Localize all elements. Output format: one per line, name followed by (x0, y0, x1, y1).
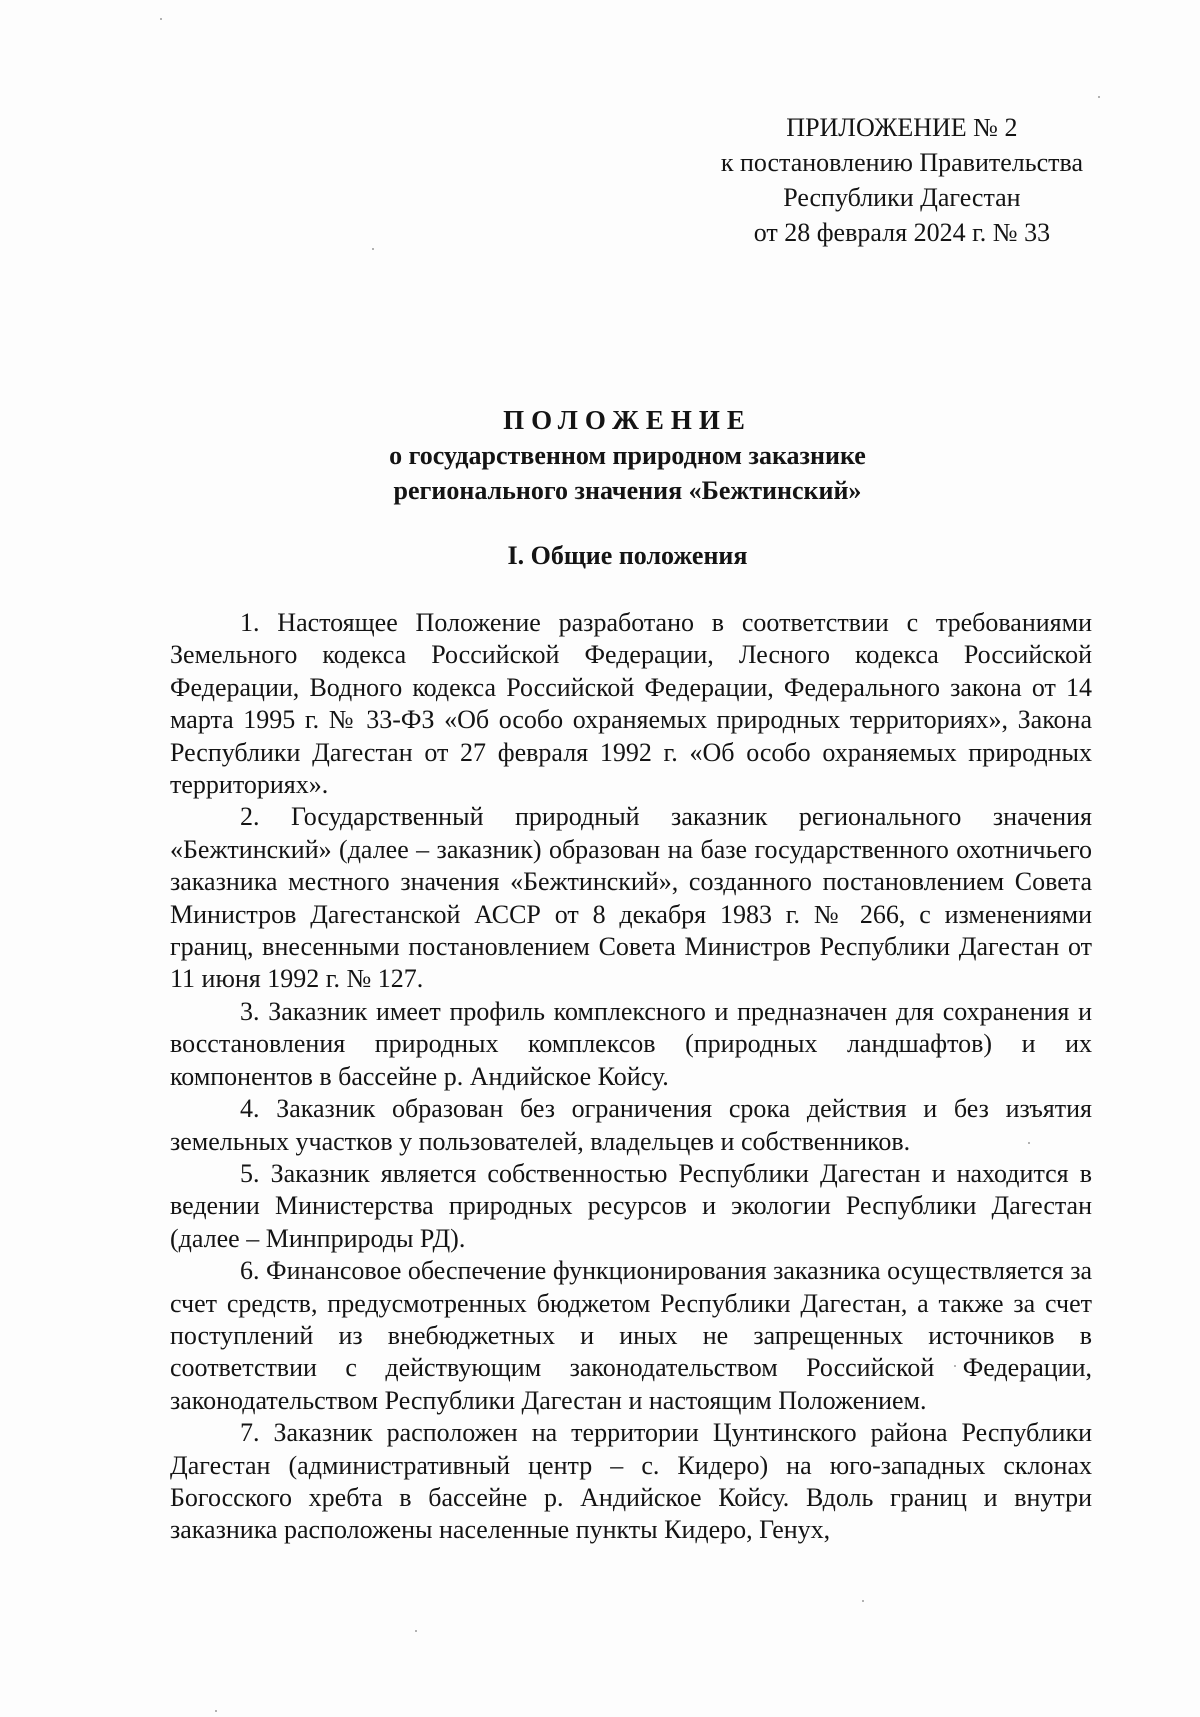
section-heading: I. Общие положения (507, 541, 748, 570)
paragraph-6: 6. Финансовое обеспечение функционирования заказника осуществляется за счет средств, предусмотренных бюджетом Республики Дагестан, а также за счет поступлений из внебюджетных и иных не запрещенных источников в соответствии с действующим законодательством Российской Федерации, законодательством Республики Дагестан и настоящим Положением. (170, 1256, 1092, 1415)
title-main: ПОЛОЖЕНИЕ (503, 405, 752, 435)
paragraph-2: 2. Государственный природный заказник регионального значения «Бежтинский» (далее – заказник) образован на базе государственного охотничьего заказника местного значения «Бежтинский», созданного постановлением Совета Министров Дагестанской АССР от 8 декабря 1983 г. № 266, с изменениями границ, внесенными постановлением Совета Министров Республики Дагестан от 11 июня 1992 г. № 127. (170, 802, 1092, 994)
document-title (0, 403, 1200, 508)
paragraph-3: 3. Заказник имеет профиль комплексного и предназначен для сохранения и восстановления природных комплексов (природных ландшафтов) и их компонентов в бассейне р. Андийское Койсу. (170, 996, 1092, 1091)
appendix-resolution-line: к постановлению Правительства (720, 148, 1083, 177)
body-text (170, 607, 1092, 1547)
paragraph-7: 7. Заказник расположен на территории Цунтинского района Республики Дагестан (административный центр – с. Кидеро) на юго-западных склонах Богосского хребта в бассейне р. Андийское Койсу. Вдоль границ и внутри заказника расположены населенные пункты Кидеро, Генух, (170, 1418, 1092, 1545)
appendix-republic-line: Республики Дагестан (783, 183, 1021, 212)
paragraph-5: 5. Заказник является собственностью Республики Дагестан и находится в ведении Министерства природных ресурсов и экологии Республики Дагестан (далее – Минприроды РД). (170, 1158, 1092, 1253)
appendix-header (721, 110, 1083, 250)
title-subtitle-line1: о государственном природном заказнике (389, 441, 866, 470)
appendix-date-line: от 28 февраля 2024 г. № 33 (753, 218, 1051, 247)
title-subtitle-line2: регионального значения «Бежтинский» (393, 476, 862, 505)
appendix-number: ПРИЛОЖЕНИЕ № 2 (786, 113, 1018, 142)
paragraph-4: 4. Заказник образован без ограничения срока действия и без изъятия земельных участков у пользователей, владельцев и собственников. (170, 1094, 1092, 1156)
paragraph-1: 1. Настоящее Положение разработано в соответствии с требованиями Земельного кодекса Российской Федерации, Лесного кодекса Российской Федерации, Водного кодекса Российской Федерации, Федерального закона от 14 марта 1995 г. № 33-ФЗ «Об особо охраняемых природных территориях», Закона Республики Дагестан от 27 февраля 1992 г. «Об особо охраняемых природных территориях». (170, 608, 1092, 800)
